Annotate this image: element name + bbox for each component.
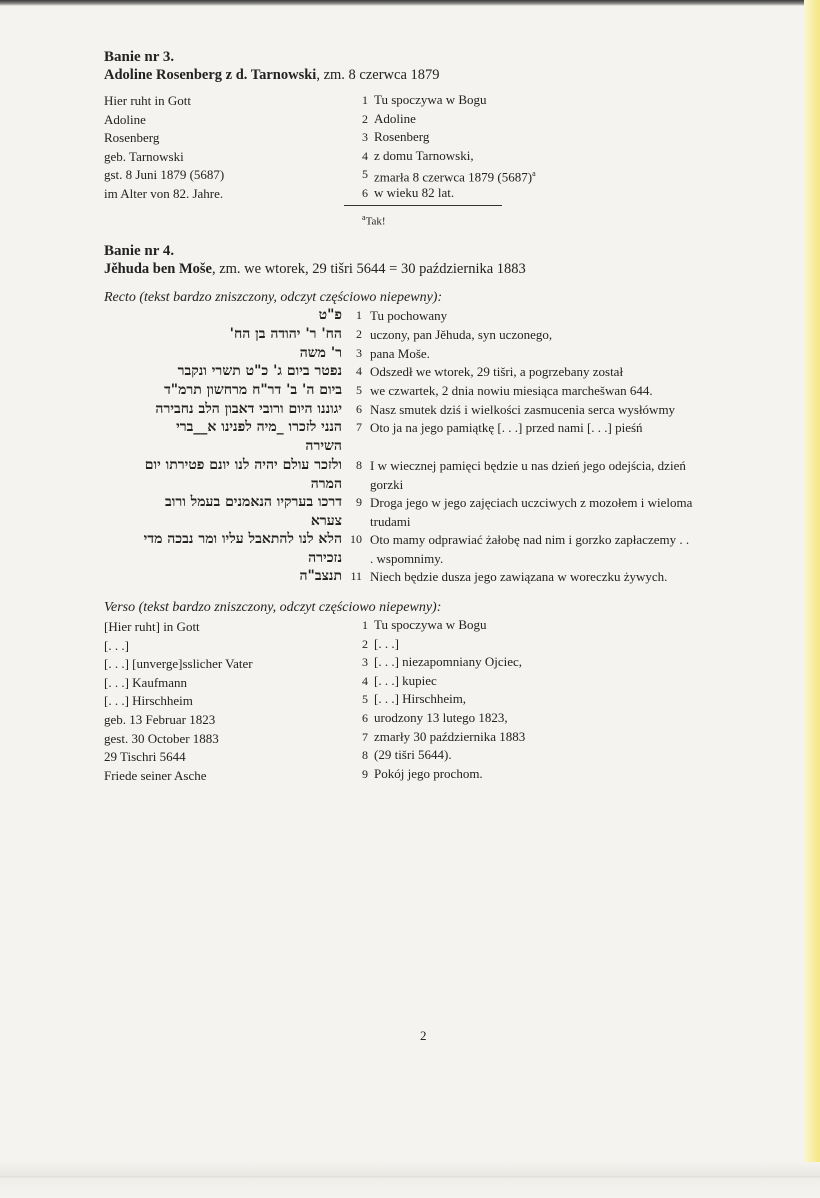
footnote-rule (344, 205, 502, 206)
line-number: 2 (356, 327, 362, 341)
line-number: 2 (362, 111, 368, 126)
entry4-heading (104, 260, 526, 278)
polish-text (370, 456, 760, 494)
polish-line (352, 709, 792, 728)
page-number: 2 (420, 1028, 427, 1043)
hebrew-text (82, 325, 342, 344)
footnote-text: Tak! (365, 215, 386, 228)
line-number: 4 (362, 673, 368, 688)
hebrew-text (82, 456, 342, 494)
german-line: geb. 13 Februar 1823 (104, 711, 216, 727)
polish-line (352, 165, 792, 184)
polish-line: Niech będzie dusza jego zawiązana w woreczku żywych. (370, 569, 668, 584)
german-line: 29 Tischri 5644 (104, 749, 186, 765)
hebrew-line: תנצב"ה (299, 568, 342, 584)
polish-line (352, 635, 792, 654)
line-text: Adoline (374, 110, 416, 126)
hebrew-line: ביום ה' ב' דר"ח מרחשון תרמ"ד (164, 382, 342, 398)
entry4-title: Banie nr 4. (104, 243, 175, 259)
line-number: 6 (362, 185, 368, 200)
line-number: 8 (362, 748, 368, 763)
entry3-polish-column (352, 91, 792, 203)
polish-line (352, 128, 792, 147)
line-text: [. . .] niezapomniany Ojciec, (374, 654, 522, 670)
polish-text (370, 362, 760, 381)
line-text: [. . .] (374, 635, 399, 651)
polish-line (352, 672, 792, 691)
line-text: Tu spoczywa w Bogu (374, 92, 487, 107)
line-number: 1 (356, 308, 362, 322)
hebrew-line-continued: השירה (305, 438, 342, 454)
german-line: [. . .] Kaufmann (104, 674, 188, 690)
line-text: urodzony 13 lutego 1823, (374, 709, 508, 725)
polish-text (370, 400, 760, 419)
line-number: 8 (356, 458, 362, 472)
german-line: gest. 30 October 1883 (104, 730, 219, 746)
german-line: [. . .] [unverge]sslicher Vater (104, 656, 253, 672)
polish-line (352, 690, 792, 709)
polish-text (370, 493, 760, 531)
line-text: Pokój jego prochom. (374, 765, 483, 781)
polish-line (352, 765, 792, 784)
hebrew-line: הח' ר' יהודה בן הח' (229, 326, 342, 342)
line-number: 5 (362, 692, 368, 707)
polish-line: Droga jego w jego zajęciach uczciwych z mozołem i wieloma (370, 495, 693, 510)
german-line: [Hier ruht] in Gott (104, 619, 200, 634)
line-number: 4 (362, 148, 368, 163)
german-line: Friede seiner Asche (104, 767, 207, 783)
polish-text (370, 567, 760, 586)
hebrew-text (82, 362, 342, 381)
hebrew-line: יגוננו היום ורובי דאבון הלב נחבירה (155, 401, 342, 417)
entry3-date: , zm. 8 czerwca 1879 (316, 67, 440, 83)
polish-line: Oto mamy odprawiać żałobę nad nim i gorzko zapłaczemy . . (370, 532, 690, 547)
line-text: zmarły 30 października 1883 (374, 728, 526, 744)
polish-line: Nasz smutek dziś i wielkości zasmucenia serca wysłówmy (370, 402, 676, 417)
footnote (362, 211, 386, 229)
line-text: w wieku 82 lat. (374, 184, 455, 200)
polish-line: Oto ja na jego pamiątkę [. . .] przed nami [. . .] pieśń (370, 420, 643, 435)
german-line: [. . .] (104, 637, 129, 653)
german-line: im Alter von 82. Jahre. (104, 185, 224, 201)
entry3-title: Banie nr 3. (104, 49, 175, 65)
line-number: 5 (356, 383, 362, 397)
footnote-marker: a (532, 169, 536, 179)
polish-line (352, 184, 792, 203)
line-number: 10 (350, 532, 362, 546)
polish-text (370, 418, 760, 437)
polish-line: uczony, pan Jěhuda, syn uczonego, (370, 327, 553, 342)
polish-text (370, 306, 760, 325)
verso-german-column (104, 618, 334, 785)
line-number: 2 (362, 636, 368, 651)
polish-line (352, 110, 792, 129)
polish-line (352, 653, 792, 672)
polish-line-continued: . wspomnimy. (370, 551, 444, 566)
polish-line: Odszedł we wtorek, 29 tišri, a pogrzebany został (370, 364, 624, 379)
polish-line (352, 746, 792, 765)
hebrew-text (82, 530, 342, 568)
line-text: Tu spoczywa w Bogu (374, 617, 487, 632)
polish-text (370, 325, 760, 344)
hebrew-line: ולזכר עולם יהיה לנו יונם פטירתו יום (144, 457, 342, 473)
hebrew-line: דרכו בערקיו הנאמנים בעמל ורוב (165, 494, 342, 510)
hebrew-line: הנני לזכרו _מיה לפנינו א__ברי (176, 419, 342, 435)
line-number: 11 (350, 569, 362, 583)
footnote-mark: a (362, 213, 366, 222)
line-text: z domu Tarnowski, (374, 147, 474, 163)
polish-line: Tu pochowany (370, 308, 448, 323)
hebrew-line: ר' משה (299, 345, 342, 361)
german-line: geb. Tarnowski (104, 148, 184, 164)
hebrew-line-continued: המרה (310, 476, 342, 492)
hebrew-line-continued: צערא (310, 513, 342, 529)
line-text: (29 tišri 5644). (374, 747, 452, 763)
verso-polish-column (352, 616, 792, 783)
hebrew-text (82, 344, 342, 363)
line-number: 1 (362, 93, 368, 107)
german-line: gst. 8 Juni 1879 (5687) (104, 167, 225, 183)
polish-line: I w wiecznej pamięci będzie u nas dzień jego odejścia, dzień (370, 458, 686, 473)
polish-line (352, 616, 792, 635)
polish-line (352, 728, 792, 747)
line-number: 6 (356, 402, 362, 416)
polish-line: pana Moše. (370, 346, 430, 361)
hebrew-line: פ"ט (318, 307, 342, 323)
entry4-date: , zm. we wtorek, 29 tišri 5644 = 30 października 1883 (211, 261, 526, 277)
german-line: Hier ruht in Gott (104, 93, 192, 108)
line-text: [. . .] kupiec (374, 672, 437, 688)
german-line: Rosenberg (104, 130, 160, 146)
hebrew-text (82, 418, 342, 456)
polish-line-continued: gorzki (370, 477, 404, 492)
line-number: 3 (362, 130, 368, 145)
line-text: Rosenberg (374, 129, 430, 145)
line-number: 3 (362, 655, 368, 670)
recto-label: Recto (tekst bardzo zniszczony, odczyt częściowo niepewny): (104, 290, 443, 305)
line-number: 1 (362, 618, 368, 632)
line-text: zmarła 8 czerwca 1879 (5687) (374, 169, 533, 185)
entry4-name: Jěhuda ben Moše (104, 261, 212, 277)
line-number: 5 (362, 167, 368, 182)
verso-label: Verso (tekst bardzo zniszczony, odczyt częściowo niepewny): (104, 600, 442, 615)
polish-text (370, 344, 760, 363)
entry3-german-column (104, 92, 334, 204)
polish-line (352, 147, 792, 166)
polish-text (370, 381, 760, 400)
hebrew-line: הלא לנו להתאבל עליו ומר נבכה מדי (143, 531, 342, 547)
hebrew-text (82, 400, 342, 419)
line-number: 7 (356, 420, 362, 434)
hebrew-line: נפטר ביום ג' כ"ט תשרי ונקבר (177, 363, 342, 379)
line-number: 9 (362, 766, 368, 781)
hebrew-text (82, 306, 342, 325)
hebrew-text (82, 567, 342, 586)
hebrew-text (82, 493, 342, 531)
line-text: [. . .] Hirschheim, (374, 691, 467, 707)
line-number: 4 (356, 364, 362, 378)
german-line: Adoline (104, 111, 146, 127)
polish-text (370, 530, 760, 568)
line-number: 7 (362, 729, 368, 744)
line-number: 9 (356, 495, 362, 509)
entry3-name: Adoline Rosenberg z d. Tarnowski (104, 67, 317, 83)
line-number: 6 (362, 710, 368, 725)
hebrew-text (82, 381, 342, 400)
line-number: 3 (356, 346, 362, 360)
entry3-heading (104, 66, 440, 84)
polish-line: we czwartek, 2 dnia nowiu miesiąca marchešwan 644. (370, 383, 653, 398)
polish-line (352, 91, 792, 110)
german-line: [. . .] Hirschheim (104, 693, 193, 709)
polish-line-continued: trudami (370, 514, 411, 529)
hebrew-line-continued: נזכירה (308, 550, 342, 566)
